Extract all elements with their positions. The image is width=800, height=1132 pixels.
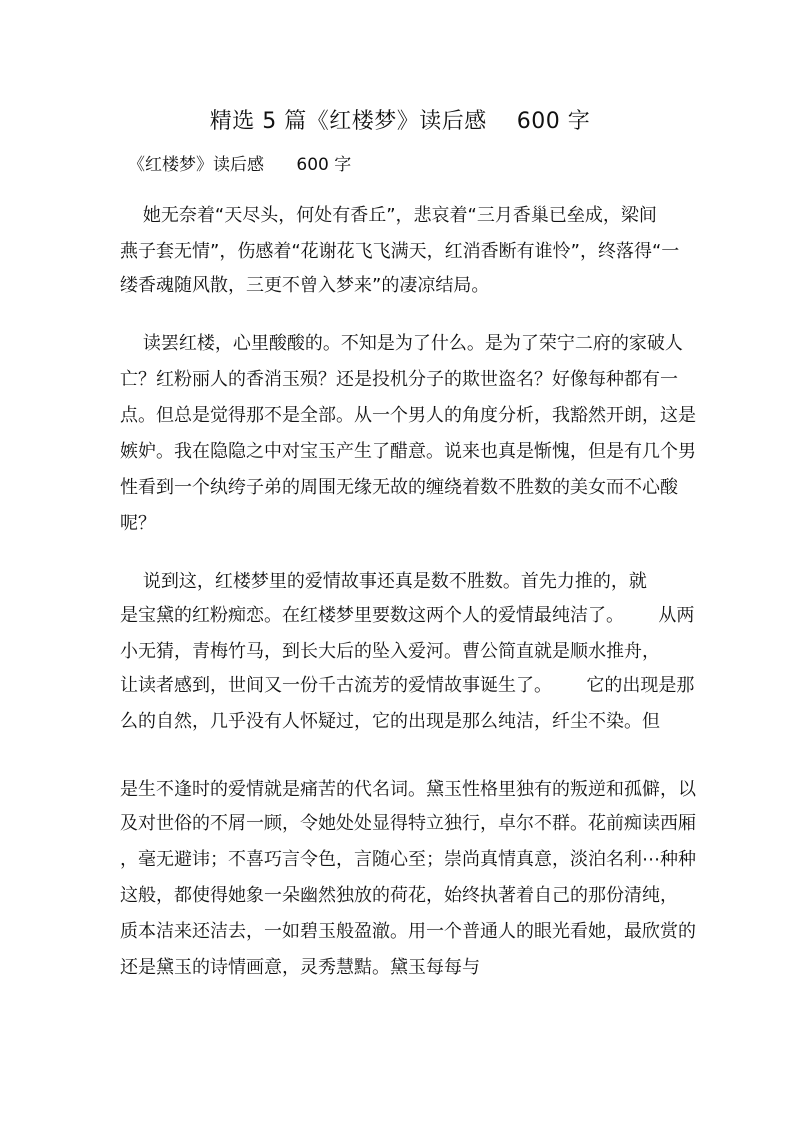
text-line: 质本洁来还洁去，一如碧玉般盈澈。用一个普通人的眼光看她，最欣赏的	[120, 921, 696, 942]
document-title: 精选 5 篇《红楼梦》读后感 600 字	[209, 109, 591, 134]
text-line: 及对世俗的不屑一顾，令她处处显得特立独行，卓尔不群。花前痴读西厢	[120, 813, 696, 834]
text-line: 呢？	[120, 513, 156, 534]
text-line: 燕子套无情”，伤感着“花谢花飞飞满天，红消香断有谁怜”，终落得“一	[120, 241, 680, 262]
text-line: 说到这，红楼梦里的爱情故事还真是数不胜数。首先力推的，就	[120, 571, 647, 592]
text-line: 么的自然，几乎没有人怀疑过，它的出现是那么纯洁，纤尘不染。但	[120, 711, 660, 732]
text-line: 小无猜，青梅竹马，到长大后的坠入爱河。曹公简直就是顺水推舟，	[120, 641, 660, 662]
document-subtitle: 《红楼梦》读后感 600 字	[128, 155, 352, 175]
text-line: 嫉妒。我在隐隐之中对宝玉产生了醋意。说来也真是惭愧，但是有几个男	[120, 441, 696, 462]
text-line: 是生不逢时的爱情就是痛苦的代名词。黛玉性格里独有的叛逆和孤僻，以	[120, 779, 696, 800]
text-line: 点。但总是觉得那不是全部。从一个男人的角度分析，我豁然开朗，这是	[120, 405, 696, 426]
text-line: 读罢红楼，心里酸酸的。不知是为了什么。是为了荣宁二府的家破人	[120, 333, 683, 354]
text-line: 她无奈着“天尽头，何处有香丘”，悲哀着“三月香巢已垒成，梁间	[120, 205, 657, 226]
text-line: 亡？红粉丽人的香消玉殒？还是投机分子的欺世盗名？好像每种都有一	[120, 369, 678, 390]
text-line: 让读者感到，世间又一份千古流芳的爱情故事诞生了。 它的出现是那	[120, 675, 695, 696]
text-line: ，毫无避讳；不喜巧言令色，言随心至；崇尚真情真意，淡泊名利⋯种种	[120, 849, 696, 870]
text-line: 缕香魂随风散，三更不曾入梦来”的凄凉结局。	[120, 275, 490, 296]
text-line: 是宝黛的红粉痴恋。在红楼梦里要数这两个人的爱情最纯洁了。 从两	[120, 605, 695, 626]
text-line: 性看到一个纨绔子弟的周围无缘无故的缠绕着数不胜数的美女而不心酸	[120, 477, 678, 498]
text-line: 还是黛玉的诗情画意，灵秀慧黠。黛玉每每与	[120, 957, 480, 978]
text-line: 这般，都使得她象一朵幽然独放的荷花，始终执著着自己的那份清纯，	[120, 885, 678, 906]
